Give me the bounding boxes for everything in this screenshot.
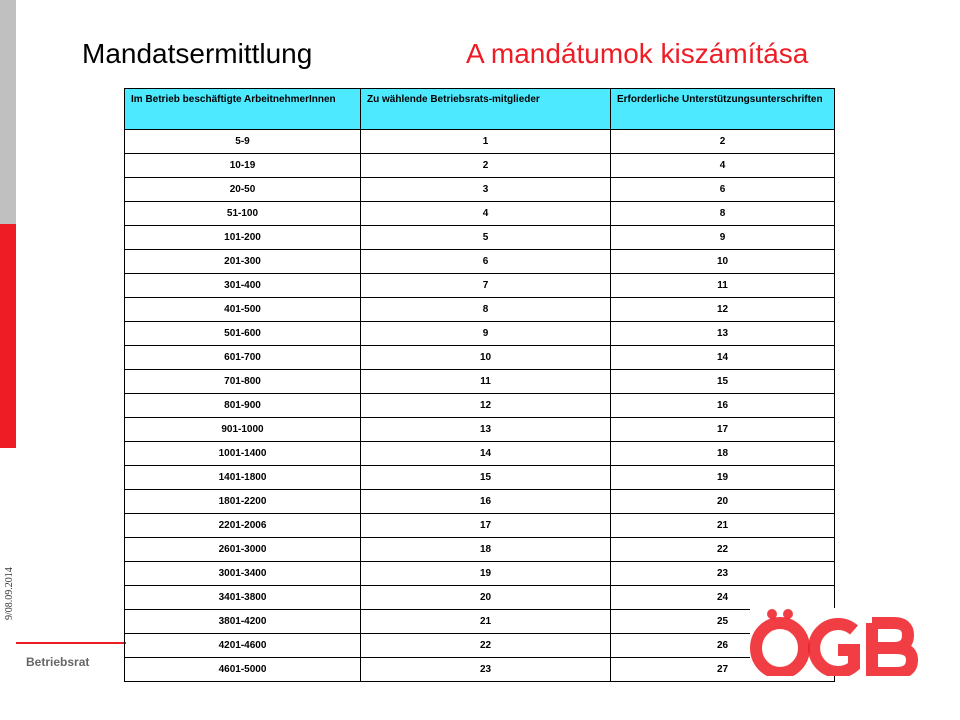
table-row	[125, 178, 835, 202]
cell-council-members: 17	[361, 514, 611, 538]
cell-council-members: 19	[361, 562, 611, 586]
cell-employees: 2201-2006	[125, 514, 361, 538]
cell-signatures: 16	[611, 394, 835, 418]
cell-employees: 3401-3800	[125, 586, 361, 610]
cell-signatures: 22	[611, 538, 835, 562]
cell-signatures: 20	[611, 490, 835, 514]
table-row	[125, 202, 835, 226]
footer-divider	[16, 642, 126, 644]
cell-council-members: 3	[361, 178, 611, 202]
cell-signatures: 12	[611, 298, 835, 322]
table-row	[125, 226, 835, 250]
header-council-members: Zu wählende Betriebsrats-mitglieder	[361, 89, 611, 130]
cell-employees: 601-700	[125, 346, 361, 370]
cell-employees: 901-1000	[125, 418, 361, 442]
cell-council-members: 18	[361, 538, 611, 562]
cell-signatures: 14	[611, 346, 835, 370]
table-row	[125, 274, 835, 298]
cell-signatures: 13	[611, 322, 835, 346]
cell-council-members: 14	[361, 442, 611, 466]
cell-council-members: 6	[361, 250, 611, 274]
cell-council-members: 9	[361, 322, 611, 346]
cell-council-members: 5	[361, 226, 611, 250]
cell-employees: 3801-4200	[125, 610, 361, 634]
cell-council-members: 22	[361, 634, 611, 658]
header-employees: Im Betrieb beschäftigte ArbeitnehmerInnen	[125, 89, 361, 130]
cell-signatures: 23	[611, 562, 835, 586]
cell-employees: 51-100	[125, 202, 361, 226]
cell-signatures: 24	[611, 586, 835, 610]
table-row	[125, 538, 835, 562]
cell-employees: 701-800	[125, 370, 361, 394]
cell-employees: 4201-4600	[125, 634, 361, 658]
cell-employees: 20-50	[125, 178, 361, 202]
cell-council-members: 7	[361, 274, 611, 298]
cell-employees: 501-600	[125, 322, 361, 346]
cell-signatures: 18	[611, 442, 835, 466]
cell-council-members: 16	[361, 490, 611, 514]
table-row	[125, 298, 835, 322]
cell-employees: 801-900	[125, 394, 361, 418]
cell-employees: 3001-3400	[125, 562, 361, 586]
cell-council-members: 8	[361, 298, 611, 322]
oegb-logo	[750, 608, 920, 676]
table-row	[125, 418, 835, 442]
header-signatures: Erforderliche Unterstützungsunterschriften	[611, 89, 835, 130]
table-body	[125, 130, 835, 682]
mandate-table	[124, 88, 835, 682]
table-row	[125, 130, 835, 154]
cell-council-members: 15	[361, 466, 611, 490]
cell-employees: 1001-1400	[125, 442, 361, 466]
cell-council-members: 2	[361, 154, 611, 178]
table-row	[125, 562, 835, 586]
table-row	[125, 394, 835, 418]
cell-signatures: 21	[611, 514, 835, 538]
cell-employees: 4601-5000	[125, 658, 361, 682]
table-row	[125, 658, 835, 682]
cell-council-members: 12	[361, 394, 611, 418]
sidebar-red-bar	[0, 224, 16, 448]
table-row	[125, 154, 835, 178]
cell-employees: 1801-2200	[125, 490, 361, 514]
cell-signatures: 11	[611, 274, 835, 298]
table-row	[125, 634, 835, 658]
table-row	[125, 346, 835, 370]
cell-signatures: 27	[611, 658, 835, 682]
cell-employees: 301-400	[125, 274, 361, 298]
cell-council-members: 11	[361, 370, 611, 394]
cell-council-members: 21	[361, 610, 611, 634]
table-row	[125, 514, 835, 538]
table-row	[125, 586, 835, 610]
cell-employees: 1401-1800	[125, 466, 361, 490]
table-row	[125, 322, 835, 346]
cell-council-members: 13	[361, 418, 611, 442]
cell-signatures: 15	[611, 370, 835, 394]
table-row	[125, 370, 835, 394]
cell-signatures: 6	[611, 178, 835, 202]
cell-council-members: 4	[361, 202, 611, 226]
cell-signatures: 10	[611, 250, 835, 274]
footer-label: Betriebsrat	[26, 655, 90, 669]
cell-signatures: 25	[611, 610, 835, 634]
cell-employees: 10-19	[125, 154, 361, 178]
cell-council-members: 20	[361, 586, 611, 610]
sidebar-gray-bar	[0, 0, 16, 224]
cell-employees: 401-500	[125, 298, 361, 322]
cell-employees: 101-200	[125, 226, 361, 250]
cell-employees: 2601-3000	[125, 538, 361, 562]
cell-employees: 5-9	[125, 130, 361, 154]
table-row	[125, 250, 835, 274]
cell-signatures: 17	[611, 418, 835, 442]
cell-signatures: 2	[611, 130, 835, 154]
cell-signatures: 19	[611, 466, 835, 490]
cell-employees: 201-300	[125, 250, 361, 274]
cell-signatures: 4	[611, 154, 835, 178]
table-row	[125, 610, 835, 634]
slide-date: 9/08.09.2014	[4, 567, 15, 620]
cell-signatures: 9	[611, 226, 835, 250]
cell-council-members: 23	[361, 658, 611, 682]
cell-council-members: 10	[361, 346, 611, 370]
table-header-row	[125, 89, 835, 130]
cell-council-members: 1	[361, 130, 611, 154]
title-german: Mandatsermittlung	[82, 38, 313, 69]
title-hungarian: A mandátumok kiszámítása	[466, 38, 809, 69]
table-row	[125, 490, 835, 514]
cell-signatures: 8	[611, 202, 835, 226]
cell-signatures: 26	[611, 634, 835, 658]
table-row	[125, 442, 835, 466]
table-row	[125, 466, 835, 490]
